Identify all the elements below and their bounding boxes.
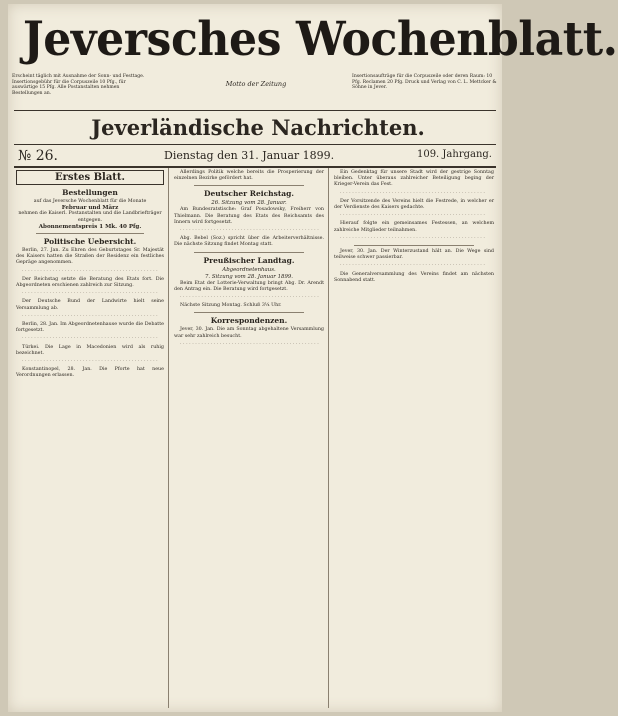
subhead-title: Jeverländische Nachrichten. xyxy=(91,115,425,140)
bestellungen-text: auf das Jeversche Wochenblatt für die Monate xyxy=(33,199,147,204)
article-text: · · · · · · · · · · · · · · · · · · · · · · · · · · · · · · · · · · · · · · · · · · · · · · xyxy=(180,341,319,347)
column-2 xyxy=(174,170,324,350)
article-paragraph: Berlin, 28. Jan. Im Abgeordnetenhause wurde die Debatte fortgesetzt. xyxy=(16,322,164,334)
bestellungen-heading: Bestellungen xyxy=(62,188,118,197)
article-text: · · · · · · · · · · · · · · · · · · · · · · · · · · · · · · · · · · · · · · · · · · · · · xyxy=(22,291,158,297)
bestellungen-more: nehmen die Kaiserl. Postanstalten und die Landbriefträger entgegen. xyxy=(18,211,162,223)
reichstag-subheading: 26. Sitzung vom 28. Januar. xyxy=(211,200,287,207)
article-paragraph: Beim Etat der Lotterie-Verwaltung bringt Abg. Dr. Arendt den Antrag ein. Die Beratung wird fortgesetzt. xyxy=(174,280,324,292)
article-paragraph: Der Reichstag setzte die Beratung des Etats fort. Die Abgeordneten erschienen zahlreich zur Sitzung. xyxy=(16,276,164,289)
masthead-title: Jeversches Wochenblatt. xyxy=(22,12,618,67)
subscription-price: Abonnementspreis 1 Mk. 40 Pfg. xyxy=(38,223,142,230)
article-text: · · · · · · · · · · · · · · · · · · · · · · · · · · · · · · · · · · · · · · · · · · · · · · · · xyxy=(340,213,485,219)
article-text: · · · · · · · · · · · · · · · · · · · · · · · · · · · · · · · · · · · · · · · · · · · · · xyxy=(22,359,158,365)
article-paragraph: Jever, 30. Jan. Die am Sonntag abgehaltene Versammlung war sehr zahlreich besucht. xyxy=(174,327,324,339)
landtag-date: 7. Sitzung vom 28. Januar 1899. xyxy=(204,273,294,280)
article-text: · · · · · · · · · · · · · · · · · · · · · · · · · · · · · · · · · · · · · · · · · · · · · · · · xyxy=(340,235,485,241)
column-divider xyxy=(168,168,169,708)
section-box-title: Erstes Blatt. xyxy=(16,170,164,185)
landtag-heading: Preußischer Landtag. xyxy=(203,255,295,265)
article-paragraph: Die Generalversammlung des Vereins findet am nächsten Sonnabend statt. xyxy=(334,271,494,283)
article-paragraph: Berlin, 27. Jan. Zu Ehren des Geburtstages Sr. Majestät des Kaisers hatten die Straßen der Residenz ein festliches Gepräge angenommen. xyxy=(16,248,164,266)
correspondence-heading: Korrespondenzen. xyxy=(210,316,288,326)
newspaper-page xyxy=(8,4,618,712)
article-paragraph: Ein Gedenktag für unsere Stadt wird der gestrige Sonntag bleiben. Unter überaus zahlreicher Beteiligung beging der Krieger-Verein das Fest. xyxy=(334,170,494,188)
issue-number: № 26. xyxy=(18,148,58,164)
separator xyxy=(194,312,304,313)
article-paragraph: Nächste Sitzung Montag. Schluß 3¼ Uhr. xyxy=(180,303,282,309)
bestellungen-months: Februar und März xyxy=(61,205,119,212)
article-paragraph: Am Bundesratstische: Graf Posadowsky, Freiherr von Thielmann. Die Beratung des Etats des Reichsamts des Innern wird fortgesetzt. xyxy=(174,207,324,225)
issue-volume: 109. Jahrgang. xyxy=(416,149,492,160)
article-text: · · · · · · · · · · · · · · · · · · · · · · · · · · · · · · · · · · · · · · · · · · · · · · xyxy=(180,228,319,234)
header-right-notice: Insertionsaufträge für die Corpuszeile oder deren Raum: 10 Pfg. Reclamen 20 Pfg. Druck und Verlag von C. L. Mettcker & Söhne in Jever. xyxy=(352,74,497,91)
article-paragraph: Abg. Bebel (Soz.) spricht über die Arbeiterverhältnisse. Die nächste Sitzung findet Montag statt. xyxy=(174,236,324,248)
separator xyxy=(36,233,144,234)
article-text: · · · · · · · · · · · · · · · · · · · · · · · · · · · · · · · · · · · · · · · · · · · · · xyxy=(22,313,158,319)
article-paragraph: Der Vorsitzende des Vereins hielt die Festrede, in welcher er der Verdienste des Kaisers gedachte. xyxy=(334,198,494,211)
issue-date: Dienstag den 31. Januar 1899. xyxy=(164,149,335,162)
reichstag-heading: Deutscher Reichstag. xyxy=(203,189,295,199)
header-rule xyxy=(14,110,496,111)
separator xyxy=(194,252,304,253)
article-paragraph: Allerdings Politik welche bereits die Prosperierung der einzelnen Bezirke gefördert hat. xyxy=(174,170,324,182)
article-paragraph: Konstantinopel, 28. Jan. Die Pforte hat neue Verordnungen erlassen. xyxy=(16,367,164,379)
article-text: · · · · · · · · · · · · · · · · · · · · · · · · · · · · · · · · · · · · · · · · · · · · · · xyxy=(180,295,319,301)
politics-heading: Politische Uebersicht. xyxy=(43,237,137,247)
article-paragraph: Hierauf folgte ein gemeinsames Festessen, an welchem zahlreiche Mitglieder teilnahmen. xyxy=(334,221,494,233)
header-motto: Motto der Zeitung xyxy=(225,80,287,88)
article-paragraph: Jever, 30. Jan. Der Winterzustand hält an. Die Wege sind teilweise schwer passierbar. xyxy=(334,249,494,261)
column-3 xyxy=(334,170,494,286)
landtag-subheading: Abgeordnetenhaus. xyxy=(222,266,276,273)
header-left-notice: Erscheint täglich mit Ausnahme der Sonn- und Festtage. Insertionsgebühr für die Corpuszeile 10 Pfg., für auswärtige 15 Pfg. Alle Postanstalten nehmen Bestellungen an. xyxy=(12,74,145,96)
separator xyxy=(354,245,474,246)
article-text: · · · · · · · · · · · · · · · · · · · · · · · · · · · · · · · · · · · · · · · · · · · · · xyxy=(22,336,158,342)
dateline-top-rule xyxy=(14,144,496,145)
article-text: · · · · · · · · · · · · · · · · · · · · · · · · · · · · · · · · · · · · · · · · · · · · · · · · xyxy=(340,263,485,269)
article-paragraph: Der Deutsche Bund der Landwirte hielt seine Versammlung ab. xyxy=(16,299,164,311)
article-paragraph: Türkei. Die Lage in Macedonien wird als ruhig bezeichnet. xyxy=(16,344,164,356)
column-divider xyxy=(328,168,329,708)
dateline-bottom-rule xyxy=(14,166,496,168)
dateline xyxy=(14,146,496,166)
article-text: · · · · · · · · · · · · · · · · · · · · · · · · · · · · · · · · · · · · · · · · · · · · · · · · xyxy=(340,190,485,196)
article-text: · · · · · · · · · · · · · · · · · · · · · · · · · · · · · · · · · · · · · · · · · · · · · xyxy=(22,268,158,274)
column-1 xyxy=(16,170,164,382)
separator xyxy=(194,185,304,186)
